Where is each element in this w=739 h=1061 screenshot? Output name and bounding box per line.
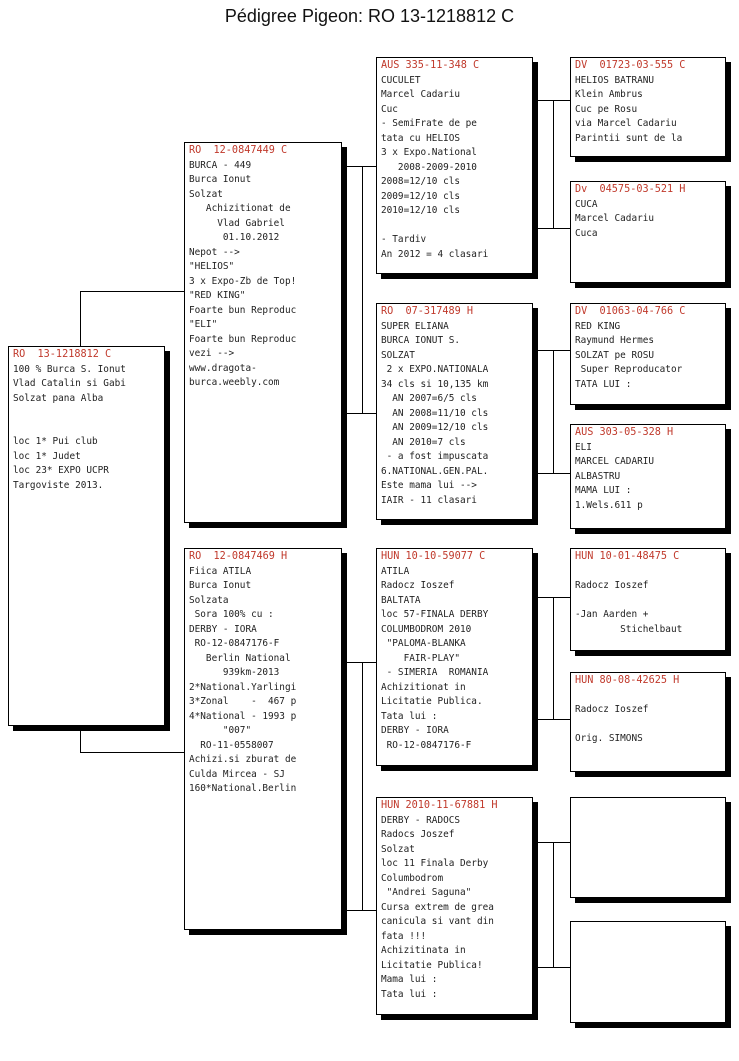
detail-line: AN 2007=6/5 cls bbox=[381, 393, 477, 404]
detail-line: ELI bbox=[575, 441, 592, 453]
detail-line bbox=[575, 718, 721, 733]
detail-line: BURCA - 449 bbox=[189, 159, 252, 171]
detail-line: Targoviste 2013. bbox=[13, 479, 104, 491]
pigeon-details bbox=[575, 198, 721, 242]
pigeon-card-ssd bbox=[570, 181, 726, 283]
detail-line: loc 23* EXPO UCPR bbox=[13, 465, 109, 476]
detail-line: "Andrei Saguna" bbox=[381, 887, 472, 898]
detail-line: Solzata bbox=[189, 594, 229, 606]
connector bbox=[553, 350, 554, 474]
detail-line: RED KING bbox=[575, 320, 621, 332]
detail-line: Parintii sunt de la bbox=[575, 132, 683, 144]
detail-line: Vlad Catalin si Gabi bbox=[13, 378, 126, 389]
pigeon-details bbox=[189, 159, 337, 391]
detail-line: CUCULET bbox=[381, 74, 421, 86]
detail-line: DERBY - RADOCS bbox=[381, 814, 461, 826]
detail-line: 2*National.Yarlingi bbox=[189, 681, 297, 693]
detail-line bbox=[575, 565, 721, 580]
detail-line: MARCEL CADARIU bbox=[575, 456, 655, 467]
detail-line: RO-12-0847176-F bbox=[189, 638, 280, 649]
detail-line bbox=[575, 689, 721, 704]
pigeon-card-sire bbox=[184, 142, 342, 523]
detail-line: 2009=12/10 cls bbox=[381, 190, 461, 202]
detail-line: fata !!! bbox=[381, 930, 427, 942]
detail-line: "PALOMA-BLANKA bbox=[381, 638, 466, 649]
detail-line: SUPER ELIANA bbox=[381, 320, 449, 332]
detail-line: Cuca bbox=[575, 227, 598, 239]
detail-line: "HELIOS" bbox=[189, 261, 235, 272]
detail-line: 6.NATIONAL.GEN.PAL. bbox=[381, 465, 489, 477]
detail-line: DERBY - IORA bbox=[189, 623, 257, 635]
detail-line: An 2012 = 4 clasari bbox=[381, 248, 489, 260]
detail-line: BURCA IONUT S. bbox=[381, 335, 461, 346]
detail-line: 100 % Burca S. Ionut bbox=[13, 363, 126, 375]
pigeon-details bbox=[575, 689, 721, 747]
pigeon-card-dam-sire bbox=[376, 548, 533, 766]
detail-line: Radocz Ioszef bbox=[575, 580, 649, 591]
pigeon-details bbox=[381, 320, 528, 509]
detail-line: Radocs Joszef bbox=[381, 829, 455, 840]
detail-line bbox=[13, 406, 160, 421]
detail-line: - a fost impuscata bbox=[381, 451, 489, 462]
pigeon-card-ddd bbox=[570, 921, 726, 1023]
detail-line: Marcel Cadariu bbox=[575, 213, 655, 224]
detail-line: HELIOS BATRANU bbox=[575, 74, 655, 86]
detail-line: Solzat pana Alba bbox=[13, 392, 104, 404]
detail-line: SOLZAT bbox=[381, 349, 415, 361]
detail-line: "ELI" bbox=[189, 319, 218, 330]
detail-line: 2010=12/10 cls bbox=[381, 205, 461, 216]
detail-line: Burca Ionut bbox=[189, 174, 252, 185]
detail-line: Licitatie Publica! bbox=[381, 959, 483, 971]
detail-line: "RED KING" bbox=[189, 290, 246, 301]
detail-line: canicula si vant din bbox=[381, 916, 494, 927]
detail-line: Cuc bbox=[381, 103, 398, 115]
detail-line: Super Reproducator bbox=[575, 364, 683, 375]
pigeon-details bbox=[575, 565, 721, 638]
ring-number: HUN 10-01-48475 C bbox=[575, 551, 680, 562]
ring-number: RO 12-0847449 C bbox=[189, 145, 288, 156]
detail-line: Marcel Cadariu bbox=[381, 89, 461, 100]
detail-line: IAIR - 11 clasari bbox=[381, 494, 477, 506]
detail-line: 160*National.Berlin bbox=[189, 783, 297, 794]
detail-line: burca.weebly.com bbox=[189, 377, 280, 388]
detail-line: 3 x Expo-Zb de Top! bbox=[189, 275, 297, 287]
detail-line: Foarte bun Reproduc bbox=[189, 333, 297, 345]
pigeon-card-dds bbox=[570, 797, 726, 898]
detail-line: ATILA bbox=[381, 565, 410, 577]
pigeon-details bbox=[381, 565, 528, 754]
detail-line: vezi --> bbox=[189, 348, 235, 359]
pigeon-details bbox=[575, 320, 721, 393]
pigeon-card-dam bbox=[184, 548, 342, 930]
pigeon-card-sss bbox=[570, 57, 726, 157]
detail-line: 3*Zonal - 467 p bbox=[189, 696, 297, 707]
detail-line: Licitatie Publica. bbox=[381, 696, 483, 707]
connector bbox=[80, 725, 81, 753]
detail-line: TATA LUI : bbox=[575, 378, 632, 390]
detail-line: 34 cls si 10,135 km bbox=[381, 378, 489, 390]
detail-line: Sora 100% cu : bbox=[189, 609, 274, 620]
detail-line: www.dragota- bbox=[189, 362, 257, 374]
detail-line: loc 11 Finala Derby bbox=[381, 858, 489, 869]
detail-line: 2 x EXPO.NATIONALA bbox=[381, 364, 489, 375]
detail-line: via Marcel Cadariu bbox=[575, 118, 677, 129]
detail-line: 2008=12/10 cls bbox=[381, 176, 461, 187]
detail-line: CUCA bbox=[575, 198, 598, 210]
detail-line: RO-12-0847176-F bbox=[381, 739, 472, 751]
detail-line: "007" bbox=[189, 725, 252, 736]
pigeon-details bbox=[13, 363, 160, 494]
detail-line: Radocz Ioszef bbox=[381, 580, 455, 591]
detail-line: - Tardiv bbox=[381, 234, 427, 245]
detail-line: Radocz Ioszef bbox=[575, 704, 649, 715]
detail-line: Raymund Hermes bbox=[575, 335, 655, 346]
detail-line: Nepot --> bbox=[189, 246, 240, 258]
connector bbox=[553, 100, 554, 229]
pigeon-card-dss bbox=[570, 548, 726, 651]
pigeon-card-dam-dam bbox=[376, 797, 533, 1015]
ring-number: DV 01063-04-766 C bbox=[575, 306, 686, 317]
ring-number: DV 01723-03-555 C bbox=[575, 60, 686, 71]
detail-line: Solzat bbox=[189, 188, 223, 200]
detail-line: - SIMERIA ROMANIA bbox=[381, 667, 489, 678]
pigeon-card-sdd bbox=[570, 424, 726, 529]
ring-number: RO 13-1218812 C bbox=[13, 349, 112, 360]
detail-line: 4*National - 1993 p bbox=[189, 710, 297, 722]
detail-line: AN 2008=11/10 cls bbox=[381, 407, 489, 419]
detail-line: 2008-2009-2010 bbox=[381, 161, 477, 173]
detail-line: Berlin National bbox=[189, 652, 291, 664]
detail-line: Orig. SIMONS bbox=[575, 733, 643, 744]
connector bbox=[553, 597, 554, 720]
pigeon-details bbox=[381, 814, 528, 1003]
detail-line: Este mama lui --> bbox=[381, 480, 477, 491]
detail-line: FAIR-PLAY" bbox=[381, 652, 461, 664]
detail-line: loc 1* Judet bbox=[13, 450, 81, 462]
detail-line: Burca Ionut bbox=[189, 580, 252, 591]
detail-line: 01.10.2012 bbox=[189, 232, 280, 243]
detail-line: Achizi.si zburat de bbox=[189, 754, 297, 765]
detail-line bbox=[13, 421, 160, 436]
detail-line: BALTATA bbox=[381, 594, 421, 606]
ring-number: AUS 335-11-348 C bbox=[381, 60, 480, 71]
detail-line: RO-11-0558007 bbox=[189, 739, 274, 751]
detail-line: ALBASTRU bbox=[575, 470, 621, 482]
pigeon-card-subject bbox=[8, 346, 165, 726]
detail-line: Culda Mircea - SJ bbox=[189, 768, 285, 780]
detail-line: 939km-2013 bbox=[189, 667, 280, 678]
detail-line: Columbodrom bbox=[381, 872, 444, 884]
detail-line: Klein Ambrus bbox=[575, 89, 643, 100]
detail-line: Foarte bun Reproduc bbox=[189, 304, 297, 316]
detail-line bbox=[575, 594, 721, 609]
detail-line: Tata lui : bbox=[381, 710, 438, 722]
detail-line: AN 2009=12/10 cls bbox=[381, 422, 489, 433]
detail-line: Achizitionat de bbox=[189, 203, 291, 214]
pigeon-card-sds bbox=[570, 303, 726, 405]
detail-line: Tata lui : bbox=[381, 988, 438, 1000]
detail-line: - SemiFrate de pe bbox=[381, 118, 477, 129]
detail-line: loc 1* Pui club bbox=[13, 436, 98, 447]
detail-line: loc 57-FINALA DERBY bbox=[381, 609, 489, 620]
pigeon-details bbox=[189, 565, 337, 797]
pigeon-details bbox=[575, 74, 721, 147]
page-title: Pédigree Pigeon: RO 13-1218812 C bbox=[224, 6, 515, 26]
detail-line: Cursa extrem de grea bbox=[381, 901, 494, 913]
detail-line: COLUMBODROM 2010 bbox=[381, 623, 472, 635]
detail-line: Stichelbaut bbox=[575, 623, 683, 635]
pigeon-card-sire-sire bbox=[376, 57, 533, 274]
detail-line: Vlad Gabriel bbox=[189, 217, 285, 229]
detail-line: DERBY - IORA bbox=[381, 725, 449, 736]
detail-line: -Jan Aarden + bbox=[575, 609, 649, 620]
ring-number: HUN 10-10-59077 C bbox=[381, 551, 486, 562]
connector bbox=[362, 662, 363, 911]
detail-line: AN 2010=7 cls bbox=[381, 436, 466, 448]
connector bbox=[362, 166, 363, 414]
ring-number: AUS 303-05-328 H bbox=[575, 427, 674, 438]
ring-number: RO 07-317489 H bbox=[381, 306, 474, 317]
ring-number: HUN 2010-11-67881 H bbox=[381, 800, 498, 811]
detail-line: tata cu HELIOS bbox=[381, 132, 461, 144]
detail-line: Solzat bbox=[381, 843, 415, 855]
connector bbox=[80, 752, 184, 753]
connector bbox=[80, 291, 184, 292]
ring-number: HUN 80-08-42625 H bbox=[575, 675, 680, 686]
detail-line: 1.Wels.611 p bbox=[575, 499, 643, 511]
detail-line: Achizitinata in bbox=[381, 945, 466, 956]
detail-line: MAMA LUI : bbox=[575, 485, 632, 496]
detail-line: SOLZAT pe ROSU bbox=[575, 349, 655, 361]
detail-line: 3 x Expo.National bbox=[381, 147, 477, 158]
detail-line bbox=[381, 219, 528, 234]
detail-line: Fiica ATILA bbox=[189, 565, 252, 577]
pigeon-details bbox=[575, 441, 721, 514]
ring-number: RO 12-0847469 H bbox=[189, 551, 288, 562]
detail-line: Achizitionat in bbox=[381, 681, 466, 693]
detail-line: Mama lui : bbox=[381, 974, 438, 985]
ring-number: Dv 04575-03-521 H bbox=[575, 184, 686, 195]
detail-line: Cuc pe Rosu bbox=[575, 103, 638, 115]
pigeon-card-dsd bbox=[570, 672, 726, 772]
connector bbox=[80, 291, 81, 349]
connector bbox=[553, 842, 554, 968]
pigeon-details bbox=[381, 74, 528, 263]
pigeon-card-sire-dam bbox=[376, 303, 533, 520]
